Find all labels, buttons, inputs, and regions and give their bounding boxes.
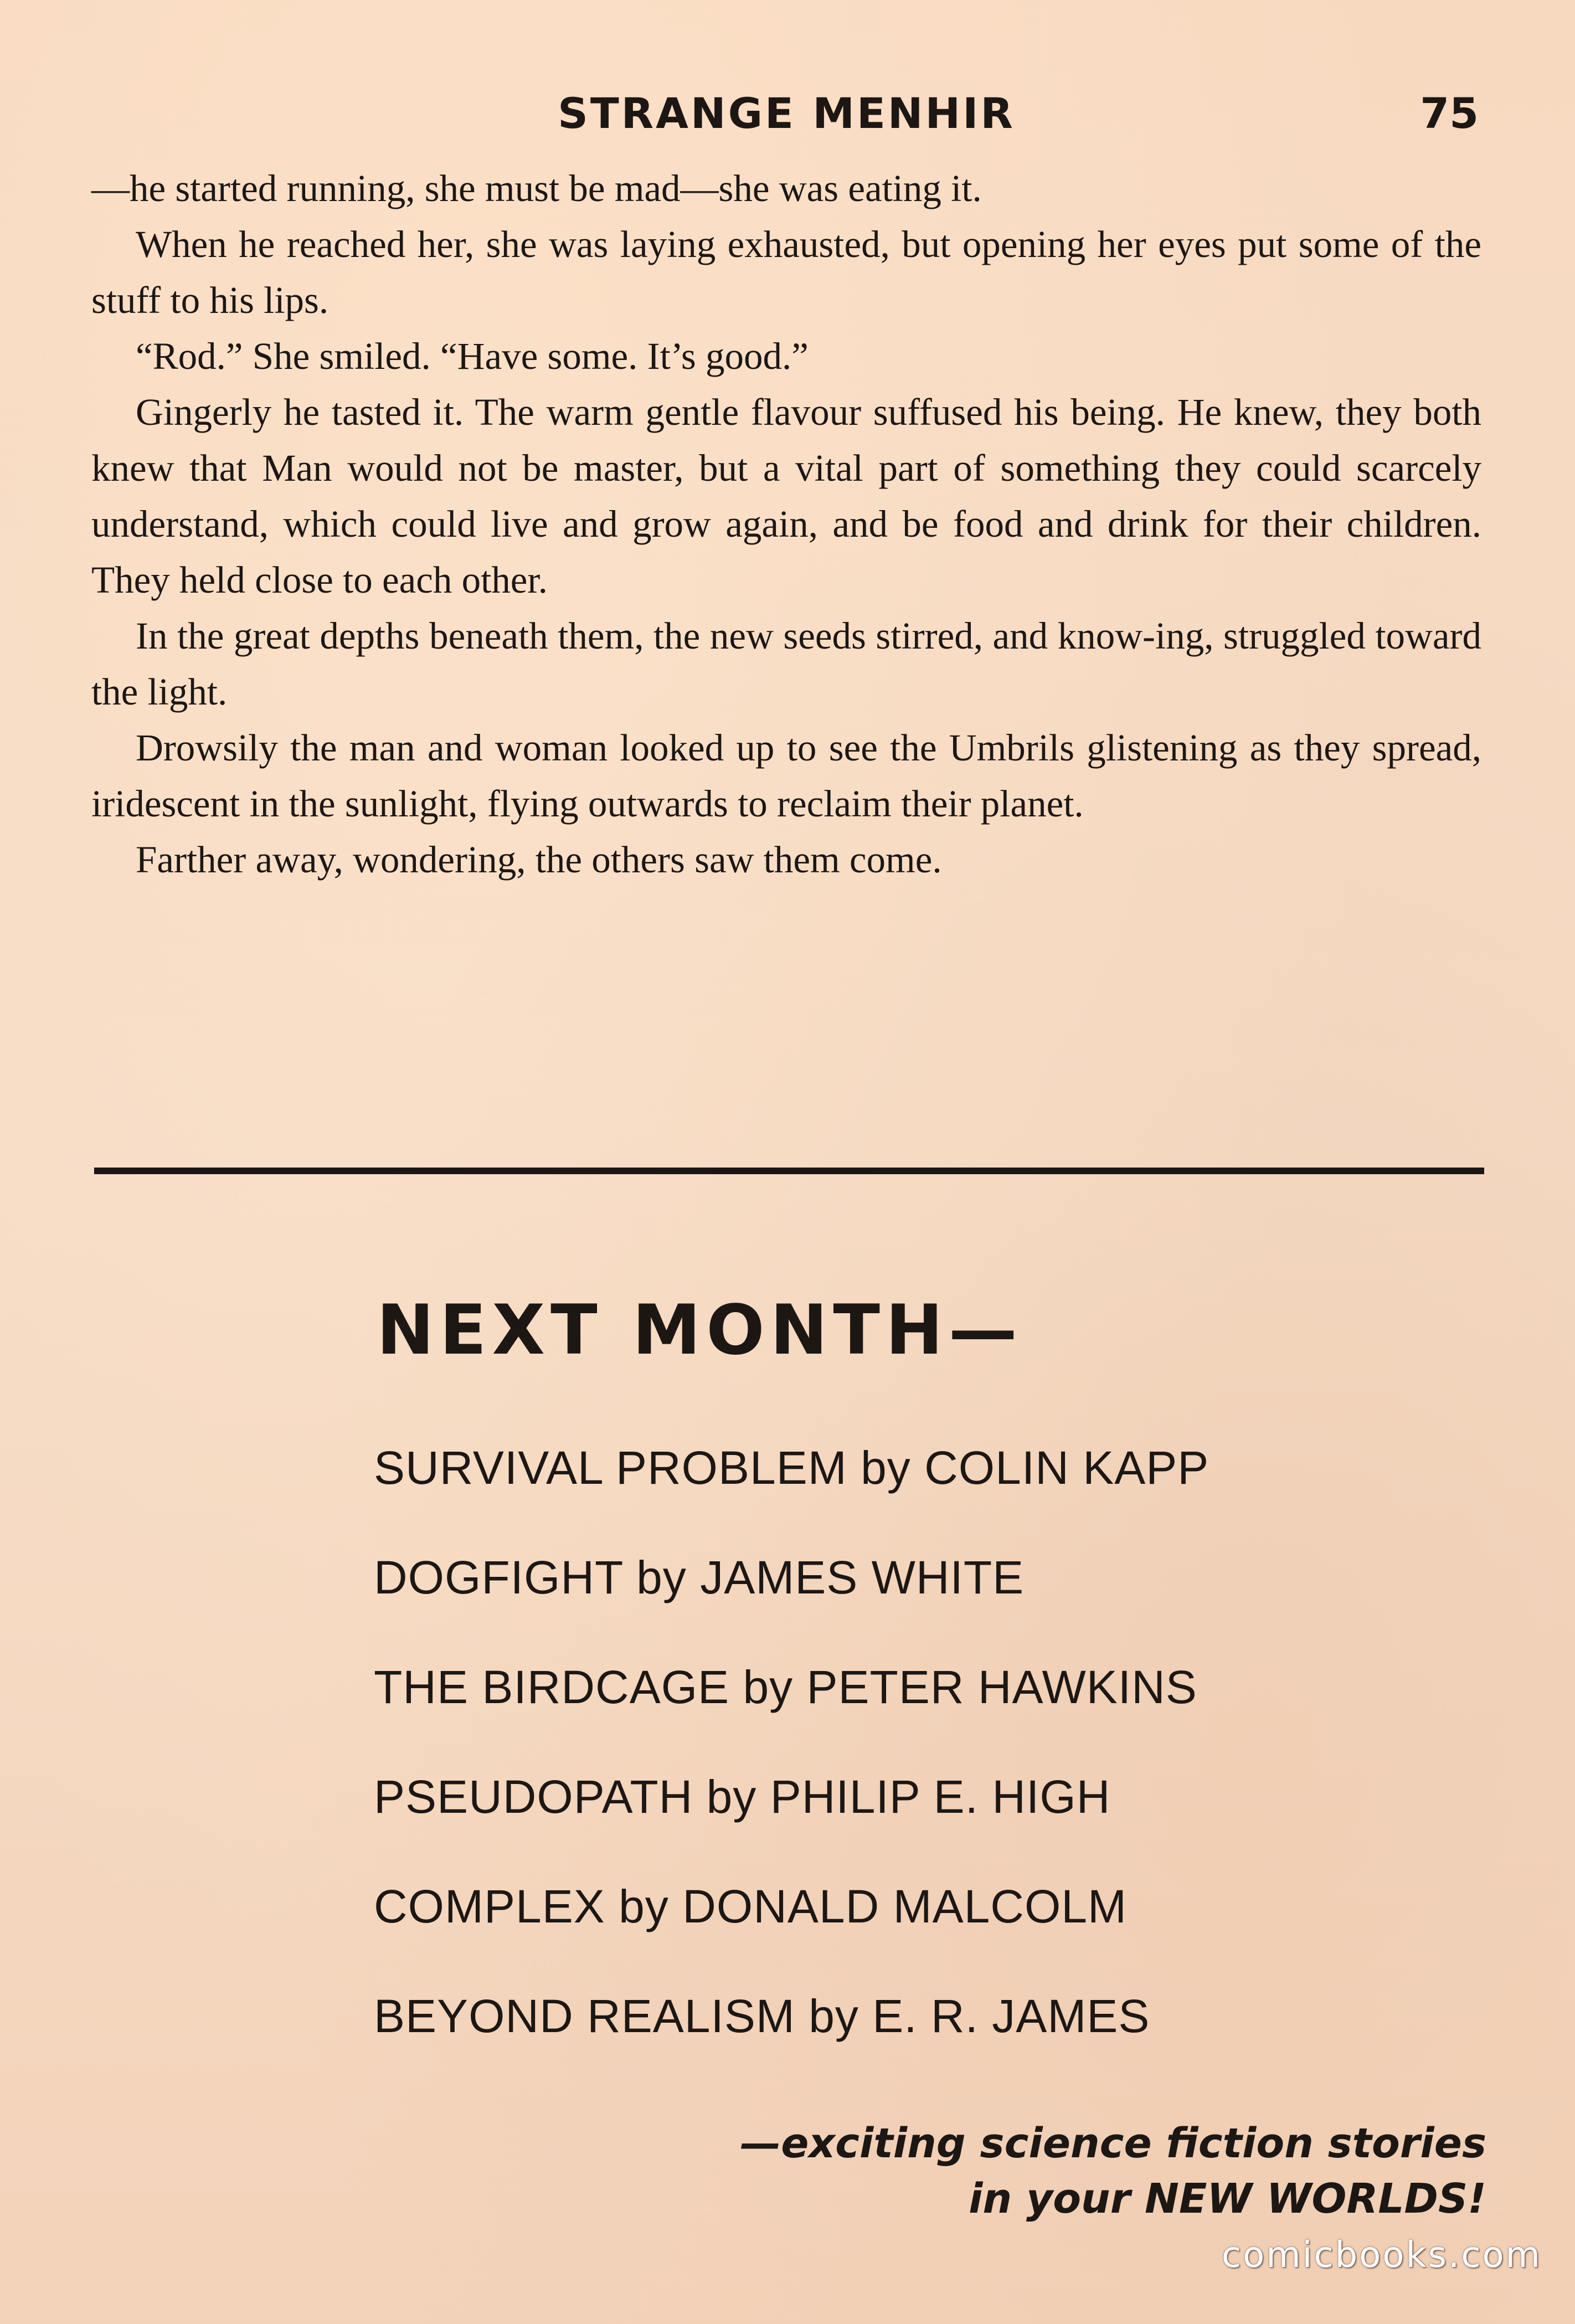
story-title: THE BIRDCAGE (374, 1661, 730, 1713)
tagline-line: —exciting science fiction stories (740, 2120, 1486, 2167)
by-word: by (809, 1990, 859, 2042)
list-item (374, 1988, 1209, 2098)
paragraph: Gingerly he tasted it. The warm gentle flavour suffused his being. He knew, they both knew that Man would not be master, but a vital part of something they could scarcely understand, which could live and grow again, and be food and drink for their children. They held close to each other. (91, 391, 1481, 601)
section-divider (94, 1168, 1484, 1174)
by-word: by (619, 1880, 669, 1932)
list-item (374, 1659, 1209, 1769)
story-text (91, 161, 1481, 888)
list-item (374, 1440, 1209, 1550)
tagline-line: in your NEW WORLDS! (969, 2175, 1486, 2223)
story-author: DONALD MALCOLM (682, 1880, 1127, 1932)
by-word: by (861, 1442, 911, 1494)
story-author: E. R. JAMES (872, 1990, 1150, 2042)
by-word: by (636, 1551, 687, 1603)
paragraph: In the great depths beneath them, the new seeds stirred, and know-ing, struggled toward the light. (91, 615, 1481, 713)
story-author: PETER HAWKINS (806, 1661, 1197, 1713)
next-month-heading: NEXT MONTH— (377, 1290, 1023, 1370)
list-item (374, 1550, 1209, 1659)
story-title: PSEUDOPATH (374, 1771, 693, 1823)
page-number: 75 (1420, 89, 1479, 138)
by-word: by (706, 1771, 757, 1823)
running-title: STRANGE MENHIR (558, 89, 1015, 138)
paragraph: Farther away, wondering, the others saw them come. (136, 839, 942, 881)
list-item (374, 1879, 1209, 1988)
story-author: PHILIP E. HIGH (770, 1771, 1111, 1823)
running-head (94, 83, 1479, 150)
paragraph: Drowsily the man and woman looked up to see the Umbrils glistening as they spread, iridescent in the sunlight, flying outwards to reclaim their planet. (91, 727, 1481, 825)
story-author: JAMES WHITE (700, 1551, 1025, 1603)
story-title: BEYOND REALISM (374, 1990, 795, 2042)
by-word: by (743, 1661, 794, 1713)
story-title: DOGFIGHT (374, 1551, 623, 1603)
story-title: COMPLEX (374, 1880, 605, 1932)
story-title: SURVIVAL PROBLEM (374, 1442, 847, 1494)
paragraph: “Rod.” She smiled. “Have some. It’s good.” (136, 335, 809, 377)
tagline (600, 2116, 1486, 2227)
paragraph: —he started running, she must be mad—she was eating it. (91, 167, 982, 209)
story-author: COLIN KAPP (924, 1442, 1209, 1494)
paragraph: When he reached her, she was laying exhausted, but opening her eyes put some of the stuff to his lips. (91, 223, 1481, 321)
list-item (374, 1769, 1209, 1879)
watermark: comicbooks.com (1221, 2235, 1542, 2276)
next-month-list (374, 1440, 1209, 2098)
